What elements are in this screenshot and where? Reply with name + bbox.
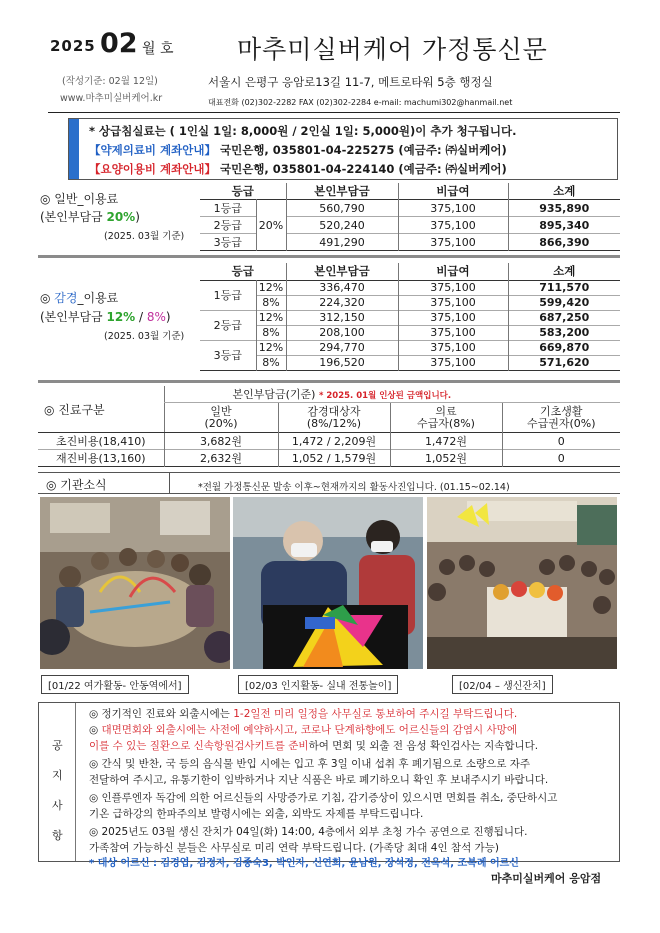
notice-room-fee: * 상급침실료는 ( 1인실 1일: 8,000원 / 2인실 1일: 5,000원)이 추가 청구됩니다. bbox=[89, 124, 517, 138]
general-fee-title: ◎ 일반_이용료 bbox=[40, 192, 119, 206]
col-reduced-label: 감경대상자 bbox=[307, 404, 361, 418]
birthday-target-line bbox=[89, 854, 519, 869]
photo-1-caption: [01/22 여가활동- 안동역에서] bbox=[41, 675, 189, 694]
col-grade: 등급 bbox=[231, 184, 254, 198]
reduced-header-row bbox=[200, 263, 620, 280]
col-general-label: 일반 bbox=[210, 404, 232, 418]
table-row bbox=[38, 433, 620, 450]
subtotal-cell: 935,890 bbox=[508, 200, 620, 217]
grade-cell: 3등급 bbox=[213, 349, 242, 362]
subtotal-cell: 895,340 bbox=[508, 217, 620, 234]
self-pay-cell: 560,790 bbox=[286, 200, 398, 217]
billing-notice-box bbox=[68, 118, 618, 180]
subtotal-cell: 669,870 bbox=[508, 340, 620, 355]
value-cell: 1,472원 bbox=[390, 433, 502, 450]
issue-suffix: 월 호 bbox=[142, 41, 174, 57]
reduced-title-highlight: 감경 bbox=[54, 291, 78, 305]
non-covered-cell: 375,100 bbox=[398, 325, 508, 340]
table-row bbox=[200, 295, 620, 310]
announcement-line bbox=[89, 772, 548, 787]
col-non-covered: 비급여 bbox=[398, 263, 508, 280]
grade-cell: 1등급 bbox=[213, 289, 242, 302]
medical-group-note: * 2025. 01월 인상된 금액입니다. bbox=[318, 391, 452, 401]
self-pay-cell: 294,770 bbox=[286, 340, 398, 355]
line-text: ◎ bbox=[89, 724, 102, 736]
non-covered-cell: 375,100 bbox=[398, 355, 508, 370]
self-pay-cell: 336,470 bbox=[286, 280, 398, 295]
line-text: ◎ 정기적인 진료와 외출시에는 bbox=[89, 708, 234, 720]
col-basic bbox=[502, 403, 620, 433]
line-highlight: 대면면회와 외출시에는 사전에 예약하시고, 코로나 단계하향에도 어르신들의 감염시 사망에 bbox=[101, 724, 517, 736]
non-covered-cell: 375,100 bbox=[398, 295, 508, 310]
value-cell: 1,472 / 2,209원 bbox=[278, 433, 390, 450]
rate-cell: 12% bbox=[256, 310, 286, 325]
written-date: (작성기준: 02월 12일) bbox=[62, 76, 158, 87]
announcements-divider bbox=[75, 703, 76, 861]
value-cell: 1,052원 bbox=[390, 450, 502, 467]
col-self-pay: 본인부담금 bbox=[286, 263, 398, 280]
news-note: *전월 가정통신문 발송 이후~현재까지의 활동사진입니다. (01.15~02.14) bbox=[198, 482, 510, 493]
table-row bbox=[200, 355, 620, 370]
subtotal-cell: 583,200 bbox=[508, 325, 620, 340]
rate-cell: 12% bbox=[256, 280, 286, 295]
reduced-fee-rate bbox=[40, 308, 171, 325]
col-general-rate: (20%) bbox=[204, 416, 238, 430]
self-pay-cell: 491,290 bbox=[286, 234, 398, 251]
activity-photo-1 bbox=[40, 497, 230, 669]
reduced-title-suffix: _이용료 bbox=[77, 291, 119, 305]
value-cell: 1,052 / 1,579원 bbox=[278, 450, 390, 467]
reduced-fee-table bbox=[200, 263, 620, 371]
non-covered-cell: 375,100 bbox=[398, 340, 508, 355]
notice-accent-stripe bbox=[69, 119, 79, 179]
col-medicaid-rate: 수급자(8%) bbox=[417, 416, 475, 430]
value-cell: 0 bbox=[502, 450, 620, 467]
footer-branch: 마추미실버케어 응암점 bbox=[491, 872, 602, 885]
rate-cell: 8% bbox=[256, 355, 286, 370]
address: 서울시 은평구 응암로13길 11-7, 메트로타워 5층 행정실 bbox=[208, 75, 493, 89]
general-header-row bbox=[200, 183, 620, 200]
announcement-line bbox=[89, 756, 530, 771]
announcements-char-1: 공 bbox=[52, 739, 63, 752]
photo-3-image bbox=[427, 497, 617, 669]
col-medicaid-label: 의료 bbox=[435, 404, 457, 418]
section-divider bbox=[38, 255, 620, 258]
line-text: 기온 급하강의 한파주의보 발령시에는 외출, 외박도 자제를 부탁드립니다. bbox=[89, 808, 424, 820]
col-subtotal: 소계 bbox=[508, 263, 620, 280]
table-row bbox=[200, 340, 620, 355]
general-fee-table bbox=[200, 183, 620, 251]
subtotal-cell: 599,420 bbox=[508, 295, 620, 310]
issue-year: 2025 bbox=[50, 37, 96, 55]
announcement-line bbox=[89, 824, 527, 839]
value-cell: 3,682원 bbox=[164, 433, 278, 450]
self-pay-cell: 208,100 bbox=[286, 325, 398, 340]
col-medicaid bbox=[390, 403, 502, 433]
grade-cell: 1등급 bbox=[213, 202, 242, 215]
row-label: 재진비용(13,160) bbox=[56, 452, 146, 465]
announcements-char-3: 사 bbox=[52, 799, 63, 812]
col-basic-label: 기초생활 bbox=[539, 404, 583, 418]
announcement-line bbox=[89, 706, 517, 721]
activity-photo-3 bbox=[427, 497, 617, 669]
news-section-title: ◎ 기관소식 bbox=[46, 478, 107, 492]
non-covered-cell: 375,100 bbox=[398, 234, 508, 251]
general-rate-suffix: ) bbox=[135, 210, 140, 224]
header-divider bbox=[48, 112, 620, 113]
subtotal-cell: 866,390 bbox=[508, 234, 620, 251]
col-non-covered: 비급여 bbox=[398, 183, 508, 200]
announcement-line bbox=[89, 790, 557, 805]
rate-cell: 12% bbox=[256, 340, 286, 355]
general-fee-basis: (2025. 03월 기준) bbox=[104, 231, 185, 242]
photo-3-caption: [02/04 – 생신잔치] bbox=[452, 675, 553, 694]
announcements-char-2: 지 bbox=[52, 769, 63, 782]
issue-month: 02 bbox=[100, 28, 138, 59]
general-rate-value: 20% bbox=[106, 210, 136, 224]
self-pay-cell: 520,240 bbox=[286, 217, 398, 234]
col-reduced bbox=[278, 403, 390, 433]
reduced-fee-basis: (2025. 03월 기준) bbox=[104, 331, 185, 342]
activity-photo-2 bbox=[233, 497, 423, 669]
medical-group-header bbox=[164, 386, 620, 403]
news-header-divider bbox=[169, 472, 170, 494]
line-text: ◎ 인플루엔자 독감에 의한 어르신들의 사망증가로 기침, 감기증상이 있으시면 면회를 취소, 중단하시고 bbox=[89, 792, 558, 804]
reduced-rate-b: 8% bbox=[146, 310, 166, 324]
announcements-box bbox=[38, 702, 620, 869]
self-pay-cell: 224,320 bbox=[286, 295, 398, 310]
notice-care-account bbox=[89, 161, 507, 177]
table-row bbox=[200, 325, 620, 340]
medical-section-title: ◎ 진료구분 bbox=[38, 386, 164, 433]
table-row bbox=[200, 310, 620, 325]
value-cell: 2,632원 bbox=[164, 450, 278, 467]
pharmacy-account-tag: 【약제의료비 계좌안내】 bbox=[89, 143, 216, 157]
photo-2-caption: [02/03 인지활동- 실내 전통놀이] bbox=[238, 675, 398, 694]
rate-cell: 20% bbox=[256, 200, 286, 251]
rate-cell: 8% bbox=[256, 325, 286, 340]
subtotal-cell: 571,620 bbox=[508, 355, 620, 370]
non-covered-cell: 375,100 bbox=[398, 280, 508, 295]
line-suffix: 하여 면회 및 외출 전 음성 확인검사는 지속합니다. bbox=[308, 740, 539, 752]
col-general bbox=[164, 403, 278, 433]
general-fee-rate bbox=[40, 208, 140, 225]
line-text: ◎ 2025년도 03월 생신 잔치가 04일(화) 14:00, 4층에서 외부 초청 가수 공연으로 진행됩니다. bbox=[89, 826, 528, 838]
value-cell: 0 bbox=[502, 433, 620, 450]
reduced-title-prefix: ◎ bbox=[40, 291, 55, 305]
non-covered-cell: 375,100 bbox=[398, 217, 508, 234]
self-pay-cell: 312,150 bbox=[286, 310, 398, 325]
target-names: 김경엽, 김정자, 김종숙3, 박인자, 신연희, 윤남원, 장석정, 전옥석, 조복례 어르신 bbox=[160, 858, 519, 869]
target-label: * 대상 어르신 : bbox=[89, 858, 161, 869]
reduced-rate-prefix: (본인부담금 bbox=[40, 310, 107, 324]
reduced-fee-title bbox=[40, 289, 118, 306]
line-text: 가족참여 가능하신 분들은 사무실로 미리 연락 부탁드립니다. (가족당 최대 4인 참석 가능) bbox=[89, 842, 499, 854]
table-row bbox=[200, 280, 620, 295]
section-divider bbox=[38, 380, 620, 383]
general-rate-prefix: (본인부담금 bbox=[40, 210, 107, 224]
announcement-line bbox=[89, 806, 423, 821]
newsletter-title: 마추미실버케어 가정통신문 bbox=[237, 35, 548, 64]
grade-cell: 2등급 bbox=[213, 319, 242, 332]
non-covered-cell: 375,100 bbox=[398, 200, 508, 217]
announcement-line bbox=[89, 722, 517, 737]
pharmacy-account-text: 국민은행, 035801-04-225275 (예금주: ㈜실버케어) bbox=[215, 143, 507, 157]
row-label: 초진비용(18,410) bbox=[56, 435, 146, 448]
care-account-text: 국민은행, 035801-04-224140 (예금주: ㈜실버케어) bbox=[215, 162, 507, 176]
reduced-rate-a: 12% bbox=[106, 310, 136, 324]
care-account-tag: 【요양이용비 계좌안내】 bbox=[89, 162, 216, 176]
medical-fee-table bbox=[38, 386, 620, 467]
announcement-line bbox=[89, 840, 499, 855]
medical-group-label: 본인부담금(기준) bbox=[232, 388, 316, 401]
col-grade: 등급 bbox=[231, 264, 254, 279]
photo-1-image bbox=[40, 497, 230, 669]
col-subtotal: 소계 bbox=[508, 183, 620, 200]
line-text: ◎ 간식 및 반찬, 국 등의 음식물 반입 시에는 입고 후 3일 이내 섭취 후 폐기됨으로 소량으로 자주 bbox=[89, 758, 531, 770]
line-highlight: 이를 수 있는 질환으로 신속항원검사키트를 준비 bbox=[89, 740, 309, 752]
announcements-char-4: 항 bbox=[52, 829, 63, 842]
non-covered-cell: 375,100 bbox=[398, 310, 508, 325]
grade-cell: 3등급 bbox=[213, 236, 242, 249]
reduced-rate-suffix: ) bbox=[165, 310, 171, 324]
table-row bbox=[200, 200, 620, 217]
website-link[interactable]: www.마추미실버케어.kr bbox=[60, 93, 163, 104]
medical-group-row bbox=[38, 386, 620, 403]
rate-cell: 8% bbox=[256, 295, 286, 310]
table-row bbox=[38, 450, 620, 467]
photo-2-image bbox=[233, 497, 423, 669]
reduced-rate-slash: / bbox=[135, 310, 147, 324]
col-basic-rate: 수급권자(0%) bbox=[526, 416, 596, 430]
notice-pharmacy-account bbox=[89, 142, 507, 158]
announcement-line bbox=[89, 738, 538, 753]
col-reduced-rate: (8%/12%) bbox=[306, 416, 362, 430]
col-self-pay: 본인부담금 bbox=[286, 183, 398, 200]
subtotal-cell: 687,250 bbox=[508, 310, 620, 325]
subtotal-cell: 711,570 bbox=[508, 280, 620, 295]
contact-info: 대표전화 (02)302-2282 FAX (02)302-2284 e-mail: machumi302@hanmail.net bbox=[208, 98, 513, 107]
self-pay-cell: 196,520 bbox=[286, 355, 398, 370]
line-highlight: 1-2일전 미리 일정을 사무실로 통보하여 주시길 부탁드립니다. bbox=[233, 708, 518, 720]
line-text: 전달하여 주시고, 유통기한이 임박하거나 지난 식품은 바로 폐기하오니 확인 후 보내주시기 바랍니다. bbox=[89, 774, 549, 786]
grade-cell: 2등급 bbox=[213, 219, 242, 232]
